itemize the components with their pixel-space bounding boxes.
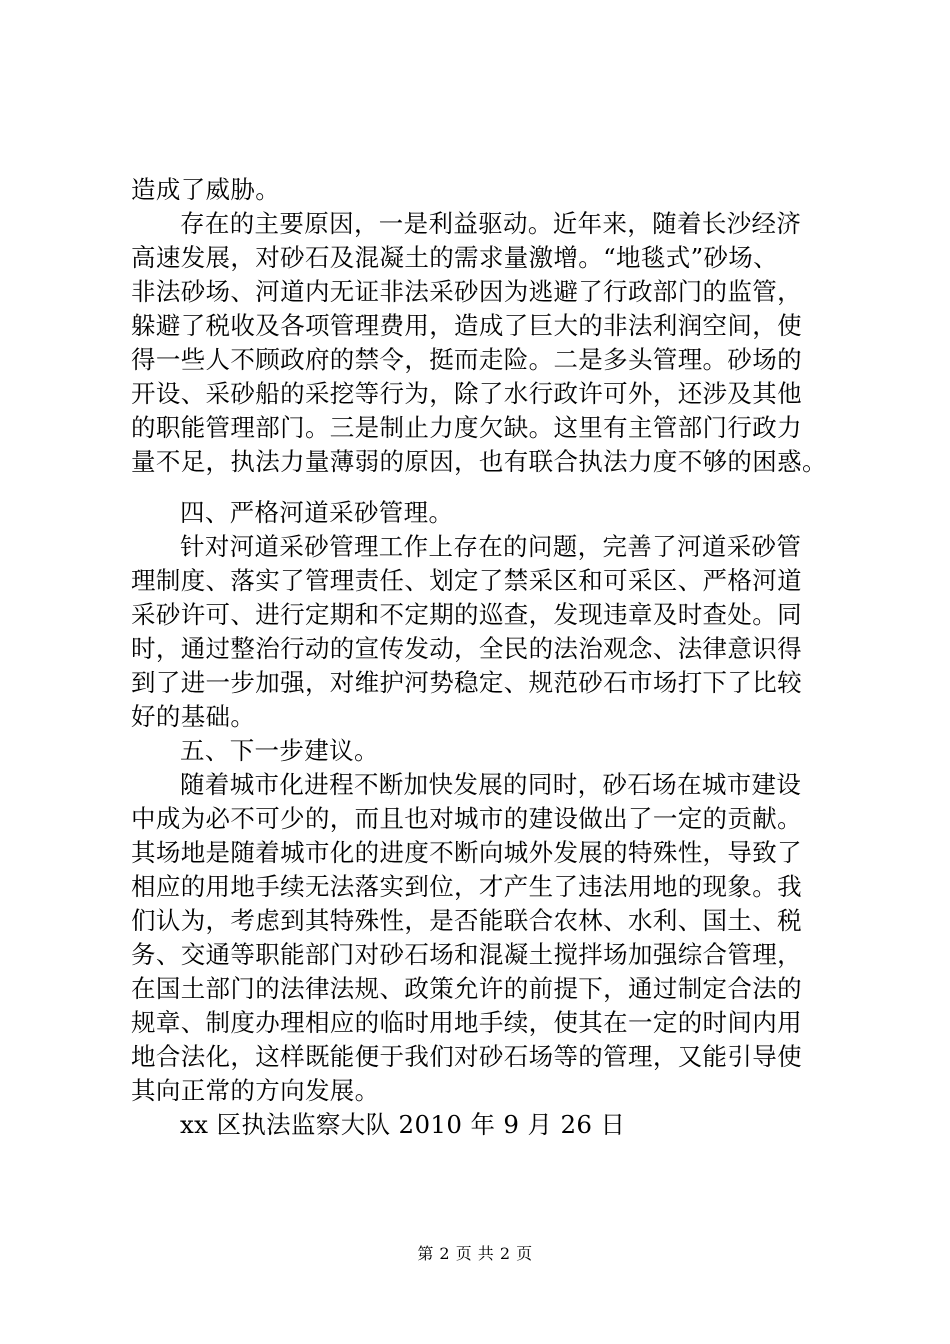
page-footer: 第 2 页 共 2 页 (417, 1244, 533, 1263)
body-line: 务、交通等职能部门对砂石场和混凝土搅拌场加强综合管理， (131, 940, 802, 969)
body-line: 理制度、落实了管理责任、划定了禁采区和可采区、严格河道 (131, 566, 802, 595)
body-line: 的职能管理部门。三是制止力度欠缺。这里有主管部门行政力 (131, 413, 802, 442)
body-line: 造成了威胁。 (131, 175, 281, 204)
body-line: 中成为必不可少的，而且也对城市的建设做出了一定的贡献。 (131, 804, 802, 833)
signature-line: xx 区执法监察大队 2010 年 9 月 26 日 (180, 1110, 626, 1139)
body-line: 得一些人不顾政府的禁令，挺而走险。二是多头管理。砂场的 (131, 345, 802, 374)
paragraph-start-line: 针对河道采砂管理工作上存在的问题，完善了河道采砂管 (180, 532, 802, 561)
body-line: 开设、采砂船的采挖等行为，除了水行政许可外，还涉及其他 (131, 379, 802, 408)
section-heading: 五、下一步建议。 (180, 736, 379, 765)
body-line: 时，通过整治行动的宣传发动，全民的法治观念、法律意识得 (131, 634, 802, 663)
body-line: 高速发展，对砂石及混凝土的需求量激增。“地毯式”砂场、 (131, 243, 778, 272)
paragraph-start-line: 随着城市化进程不断加快发展的同时，砂石场在城市建设 (180, 770, 802, 799)
body-line: 量不足，执法力量薄弱的原因，也有联合执法力度不够的困惑。 (131, 447, 827, 476)
body-line: 们认为，考虑到其特殊性，是否能联合农林、水利、国土、税 (131, 906, 802, 935)
body-line: 好的基础。 (131, 702, 256, 731)
body-line: 在国土部门的法律法规、政策允许的前提下，通过制定合法的 (131, 974, 802, 1003)
section-heading: 四、严格河道采砂管理。 (180, 498, 454, 527)
body-line: 采砂许可、进行定期和不定期的巡查，发现违章及时查处。同 (131, 600, 802, 629)
paragraph-start-line: 存在的主要原因，一是利益驱动。近年来，随着长沙经济 (180, 209, 802, 238)
body-line: 相应的用地手续无法落实到位，才产生了违法用地的现象。我 (131, 872, 802, 901)
body-line: 到了进一步加强，对维护河势稳定、规范砂石市场打下了比较 (131, 668, 802, 697)
body-line: 其向正常的方向发展。 (131, 1076, 380, 1105)
body-line: 规章、制度办理相应的临时用地手续，使其在一定的时间内用 (131, 1008, 802, 1037)
body-line: 地合法化，这样既能便于我们对砂石场等的管理，又能引导使 (131, 1042, 802, 1071)
body-line: 非法砂场、河道内无证非法采砂因为逃避了行政部门的监管， (131, 277, 802, 306)
body-line: 躲避了税收及各项管理费用，造成了巨大的非法利润空间，使 (131, 311, 802, 340)
body-line: 其场地是随着城市化的进度不断向城外发展的特殊性，导致了 (131, 838, 802, 867)
